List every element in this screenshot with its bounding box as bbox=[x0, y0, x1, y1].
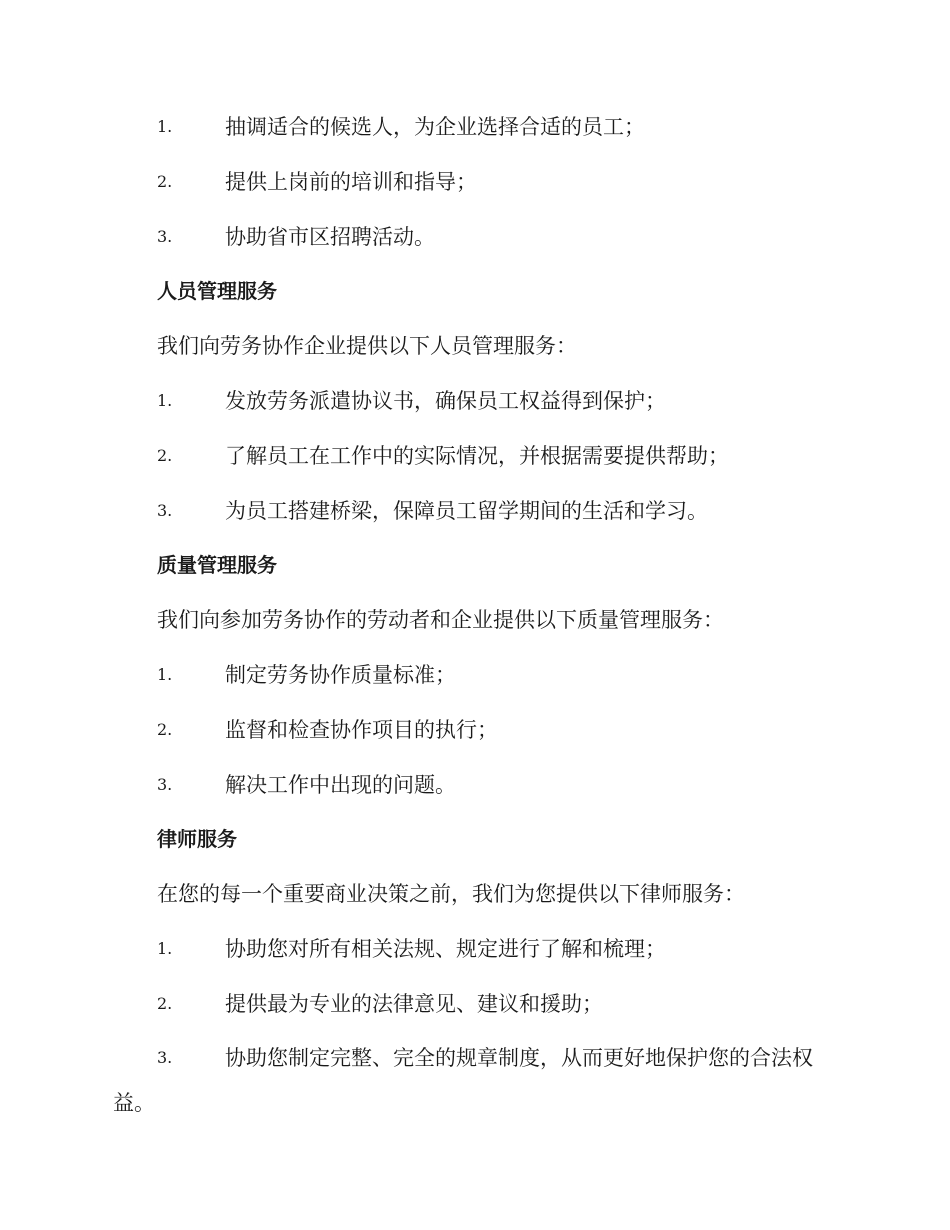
list-text: 提供最为专业的法律意见、建议和援助； bbox=[225, 992, 603, 1016]
list-item bbox=[0, 715, 950, 745]
section-intro bbox=[0, 605, 950, 635]
list-number: 1. bbox=[157, 391, 173, 410]
list-item bbox=[0, 167, 950, 197]
list-number: 2. bbox=[157, 994, 173, 1013]
list-item bbox=[0, 989, 950, 1019]
list-text: 协助您制定完整、完全的规章制度，从而更好地保护您的合法权 bbox=[225, 1046, 813, 1070]
list-text: 协助省市区招聘活动。 bbox=[225, 225, 435, 249]
list-text-continuation: 益。 bbox=[113, 1091, 155, 1115]
section-heading bbox=[0, 824, 950, 854]
list-text: 了解员工在工作中的实际情况，并根据需要提供帮助； bbox=[225, 444, 729, 468]
heading-text: 律师服务 bbox=[157, 827, 237, 851]
section-heading bbox=[0, 550, 950, 580]
list-item bbox=[0, 441, 950, 471]
list-number: 2. bbox=[157, 172, 173, 191]
list-text: 抽调适合的候选人，为企业选择合适的员工； bbox=[225, 115, 645, 139]
list-item bbox=[0, 386, 950, 416]
paragraph-text: 在您的每一个重要商业决策之前，我们为您提供以下律师服务： bbox=[157, 882, 745, 906]
section-heading bbox=[0, 276, 950, 306]
list-item bbox=[0, 112, 950, 142]
list-text: 提供上岗前的培训和指导； bbox=[225, 170, 477, 194]
heading-text: 质量管理服务 bbox=[157, 553, 277, 577]
section-intro bbox=[0, 879, 950, 909]
paragraph-text: 我们向劳务协作企业提供以下人员管理服务： bbox=[157, 334, 577, 358]
list-number: 1. bbox=[157, 665, 173, 684]
list-text: 制定劳务协作质量标准； bbox=[225, 663, 456, 687]
section-intro bbox=[0, 331, 950, 361]
list-item bbox=[0, 496, 950, 526]
list-number: 2. bbox=[157, 720, 173, 739]
list-text: 为员工搭建桥梁，保障员工留学期间的生活和学习。 bbox=[225, 499, 708, 523]
list-number: 3. bbox=[157, 227, 173, 246]
list-number: 1. bbox=[157, 117, 173, 136]
list-text: 发放劳务派遣协议书，确保员工权益得到保护； bbox=[225, 389, 666, 413]
list-text: 解决工作中出现的问题。 bbox=[225, 773, 456, 797]
list-number: 2. bbox=[157, 446, 173, 465]
heading-text: 人员管理服务 bbox=[157, 279, 277, 303]
list-number: 3. bbox=[157, 775, 173, 794]
list-item bbox=[0, 660, 950, 690]
list-text: 协助您对所有相关法规、规定进行了解和梳理； bbox=[225, 937, 666, 961]
list-item bbox=[0, 1043, 950, 1073]
list-number: 1. bbox=[157, 939, 173, 958]
list-item bbox=[0, 770, 950, 800]
list-item bbox=[0, 222, 950, 252]
list-number: 3. bbox=[157, 1048, 173, 1067]
list-number: 3. bbox=[157, 501, 173, 520]
list-item-continuation bbox=[0, 1088, 950, 1118]
list-item bbox=[0, 934, 950, 964]
paragraph-text: 我们向参加劳务协作的劳动者和企业提供以下质量管理服务： bbox=[157, 608, 724, 632]
list-text: 监督和检查协作项目的执行； bbox=[225, 718, 498, 742]
